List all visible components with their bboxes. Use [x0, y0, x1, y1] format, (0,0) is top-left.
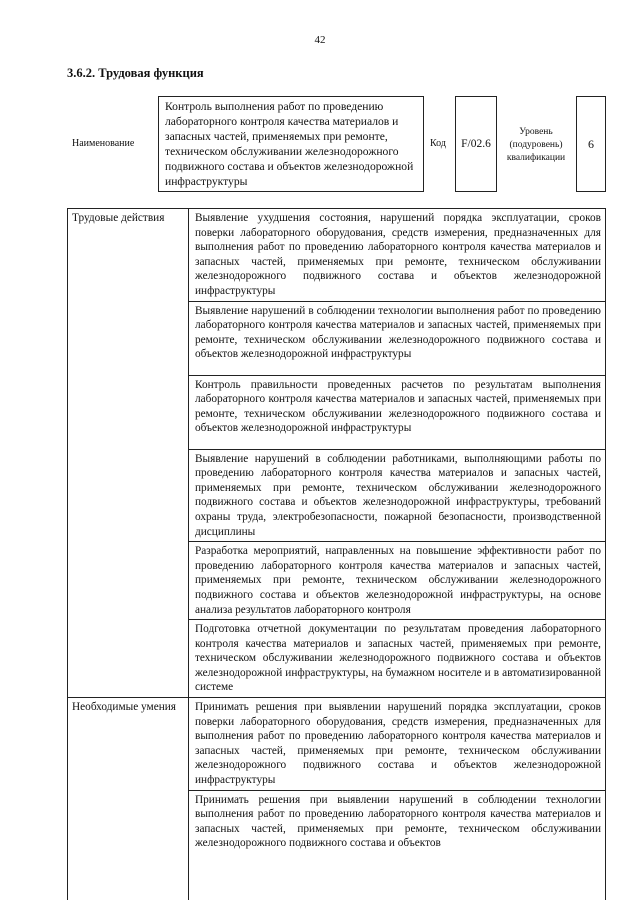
labor-action-item: Разработка мероприятий, направленных на повышение эффективности работ по проведению лабораторного контроля качества материалов и запасных частей, применяемых при ремонте, техническом обслуживании железнодорожного подвижного состава и объектов железнодорожной инфраструктуры, на основе анализа результатов лабораторного контроля — [189, 542, 606, 620]
code-value-box — [455, 96, 497, 192]
name-label: Наименование — [72, 138, 135, 149]
labor-action-item: Выявление ухудшения состояния, нарушений порядка эксплуатации, сроков поверки лабораторного оборудования, средств измерения, предназначенных для выполнения работ по проведению лабораторного контроля качества материалов и запасных частей, применяемых при ремонте, техническом обслуживании железнодорожного подвижного состава и объектов железнодорожной инфраструктуры — [189, 209, 606, 302]
level-value: 6 — [588, 136, 594, 151]
labor-actions-label: Трудовые действия — [68, 209, 189, 698]
table-row — [68, 209, 606, 302]
labor-action-item: Подготовка отчетной документации по результатам проведения лабораторного контроля качества материалов и запасных частей, применяемых при ремонте, техническом обслуживании железнодорожного подвижного состава и объектов железнодорожной инфраструктуры, на бумажном носителе и в автоматизированной системе — [189, 620, 606, 698]
required-skills-label: Необходимые умения — [68, 698, 189, 900]
page-number: 42 — [314, 34, 326, 46]
level-label — [501, 126, 571, 165]
labor-action-item: Выявление нарушений в соблюдении работниками, выполняющими работы по проведению лабораторного контроля качества материалов и запасных частей, применяемых при ремонте, техническом обслуживании железнодорожного подвижного состава и объектов железнодорожной инфраструктуры, требований охраны труда, электробезопасности, пожарной безопасности, производственной дисциплины — [189, 449, 606, 542]
level-label-line-3: квалификации — [506, 153, 566, 163]
labor-action-item: Выявление нарушений в соблюдении технологии выполнения работ по проведению лабораторного контроля качества материалов и запасных частей, применяемых при ремонте, техническом обслуживании железнодорожного подвижного состава и объектов железнодорожной инфраструктуры — [189, 301, 606, 375]
level-value-box — [576, 96, 606, 192]
table-row — [68, 698, 606, 791]
code-value: F/02.6 — [461, 138, 491, 150]
code-label: Код — [430, 138, 446, 149]
level-label-line-1: Уровень — [519, 127, 553, 137]
skill-item: Принимать решения при выявлении нарушений в соблюдении технологии выполнения работ по проведению лабораторного контроля качества материалов и запасных частей, применяемых при ремонте, техническом обслуживании железнодорожного подвижного состава и объектов — [189, 790, 606, 900]
function-details-table — [67, 208, 606, 900]
level-label-line-2: (подуровень) — [509, 140, 563, 150]
labor-action-item: Контроль правильности проведенных расчетов по результатам выполнения лабораторного контроля качества материалов и запасных частей, применяемых при ремонте, техническом обслуживании железнодорожного подвижного состава и объектов железнодорожной инфраструктуры — [189, 375, 606, 449]
section-title: 3.6.2. Трудовая функция — [67, 66, 204, 80]
skill-item: Принимать решения при выявлении нарушений порядка эксплуатации, сроков поверки лабораторного оборудования, средств измерения, предназначенных для выполнения работ по проведению лабораторного контроля качества материалов и запасных частей, применяемых при ремонте, техническом обслуживании железнодорожного подвижного состава и объектов железнодорожной инфраструктуры — [189, 698, 606, 791]
function-name-box: Контроль выполнения работ по проведению лабораторного контроля качества материалов и запасных частей, применяемых при ремонте, техническом обслуживании железнодорожного подвижного состава и объектов железнодорожной инфраструктуры — [158, 96, 424, 192]
